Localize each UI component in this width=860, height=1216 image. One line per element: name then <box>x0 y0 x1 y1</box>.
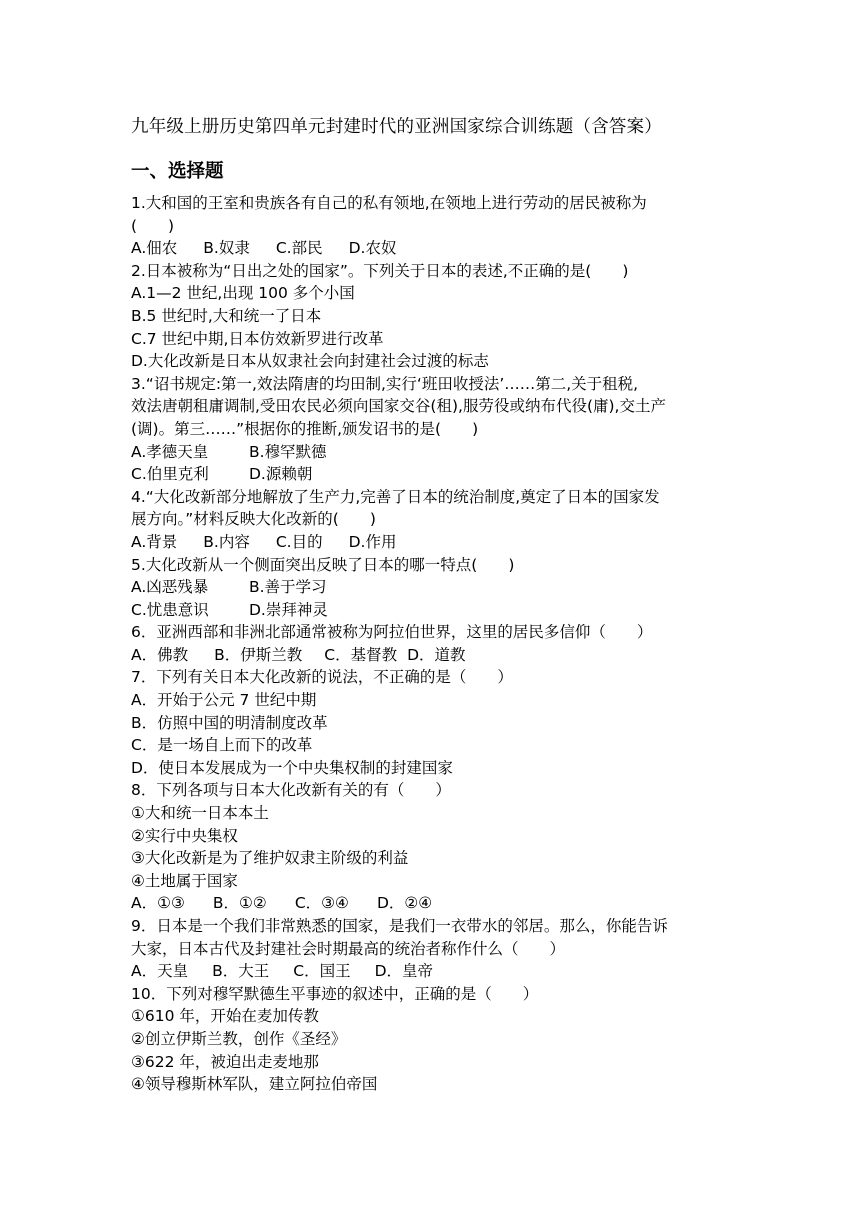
question-5 <box>131 554 743 622</box>
option-c: C.目的 <box>275 532 323 551</box>
question-4 <box>131 486 743 554</box>
option-c: C.7 世纪中期,日本仿效新罗进行改革 <box>131 329 384 348</box>
question-stem: 3.“诏书规定:第一,效法隋唐的均田制,实行‘班田收授法’……第二,关于租税, <box>131 374 639 393</box>
question-stem: 2.日本被称为“日出之处的国家”。下列关于日本的表述,不正确的是( ) <box>131 261 629 280</box>
question-stem: 4.“大化改新部分地解放了生产力,完善了日本的统治制度,奠定了日本的国家发 <box>131 487 660 506</box>
question-stem: 5.大化改新从一个侧面突出反映了日本的哪一特点( ) <box>131 555 515 574</box>
option-row <box>131 531 743 554</box>
option-b: B.善于学习 <box>249 578 327 597</box>
option-a: A．①③ <box>131 894 185 913</box>
option-a: A．天皇 <box>131 962 189 981</box>
question-9 <box>131 915 743 983</box>
statement-item: ③622 年，被迫出走麦地那 <box>131 1052 319 1071</box>
option-b: B.奴隶 <box>203 239 250 258</box>
option-row <box>131 960 743 983</box>
question-stem: 9．日本是一个我们非常熟悉的国家，是我们一衣带水的邻居。那么，你能告诉 <box>131 917 668 935</box>
question-2 <box>131 260 743 373</box>
option-d: D．使日本发展成为一个中央集权制的封建国家 <box>131 758 453 777</box>
question-1 <box>131 192 743 260</box>
section-heading: 一、选择题 <box>131 161 224 182</box>
option-c: C.伯里克利 <box>131 465 209 484</box>
option-b: B.内容 <box>203 532 250 551</box>
question-stem: 7．下列有关日本大化改新的说法，不正确的是（ ） <box>131 668 513 687</box>
question-6 <box>131 621 743 666</box>
option-row <box>131 599 743 622</box>
option-d: D.源赖朝 <box>249 465 313 484</box>
option-d: D．道教 <box>407 645 466 664</box>
option-b: B．大王 <box>212 962 270 981</box>
statement-item: ③大化改新是为了维护奴隶主阶级的利益 <box>131 849 409 868</box>
option-row <box>131 644 743 667</box>
option-d: D.崇拜神灵 <box>249 600 328 619</box>
question-stem: 1.大和国的王室和贵族各有自己的私有领地,在领地上进行劳动的居民被称为 <box>131 194 647 212</box>
option-a: A．佛教 <box>131 645 189 664</box>
option-c: C.部民 <box>275 239 323 258</box>
option-b: B．伊斯兰教 <box>214 645 303 664</box>
option-row <box>131 576 743 599</box>
statement-item: ④土地属于国家 <box>131 871 238 890</box>
question-stem: 效法唐朝租庸调制,受田农民必须向国家交谷(租),服劳役或纳布代役(庸),交土产 <box>131 397 666 416</box>
question-stem: ( ) <box>131 216 175 235</box>
option-row <box>131 441 743 464</box>
option-a: A.1—2 世纪,出现 100 多个小国 <box>131 284 355 303</box>
option-c: C．是一场自上而下的改革 <box>131 736 313 755</box>
option-b: B．①② <box>212 894 267 913</box>
option-a: A.凶恶残暴 <box>131 578 209 597</box>
question-7 <box>131 666 743 779</box>
option-d: D.大化改新是日本从奴隶社会向封建社会过渡的标志 <box>131 352 489 371</box>
option-a: A.孝德天皇 <box>131 442 209 461</box>
option-b: B.穆罕默德 <box>249 442 327 461</box>
option-row <box>131 237 743 260</box>
option-b: B.5 世纪时,大和统一了日本 <box>131 306 322 325</box>
option-d: D.农奴 <box>348 239 397 258</box>
question-stem: 8．下列各项与日本大化改新有关的有（ ） <box>131 781 451 800</box>
question-10 <box>131 983 743 1096</box>
option-d: D．②④ <box>376 894 433 913</box>
option-b: B．仿照中国的明清制度改革 <box>131 713 328 732</box>
statement-item: ①610 年，开始在麦加传教 <box>131 1007 319 1026</box>
option-c: C．③④ <box>294 894 349 913</box>
option-a: A．开始于公元 7 世纪中期 <box>131 691 317 710</box>
statement-item: ②创立伊斯兰教，创作《圣经》 <box>131 1029 347 1048</box>
option-c: C．基督教 <box>324 645 398 664</box>
question-3 <box>131 373 743 486</box>
question-8 <box>131 779 743 915</box>
question-stem: 展方向。”材料反映大化改新的( ) <box>131 510 376 529</box>
document-content <box>131 116 743 1096</box>
question-stem: 大家，日本古代及封建社会时期最高的统治者称作什么（ ） <box>131 939 566 958</box>
question-stem: 6．亚洲西部和非洲北部通常被称为阿拉伯世界，这里的居民多信仰（ ） <box>131 623 653 642</box>
option-c: C.忧患意识 <box>131 600 209 619</box>
option-a: A.背景 <box>131 532 178 551</box>
option-d: D．皇帝 <box>374 962 434 981</box>
option-d: D.作用 <box>348 532 397 551</box>
document-title: 九年级上册历史第四单元封建时代的亚洲国家综合训练题（含答案） <box>131 117 662 137</box>
statement-item: ④领导穆斯林军队，建立阿拉伯帝国 <box>131 1075 378 1094</box>
question-stem: (调)。第三……”根据你的推断,颁发诏书的是( ) <box>131 419 479 438</box>
option-row <box>131 892 743 915</box>
statement-item: ②实行中央集权 <box>131 826 238 845</box>
option-a: A.佃农 <box>131 239 178 258</box>
statement-item: ①大和统一日本本土 <box>131 804 269 823</box>
option-c: C．国王 <box>293 962 351 981</box>
option-row <box>131 463 743 486</box>
question-stem: 10．下列对穆罕默德生平事迹的叙述中，正确的是（ ） <box>131 984 539 1003</box>
